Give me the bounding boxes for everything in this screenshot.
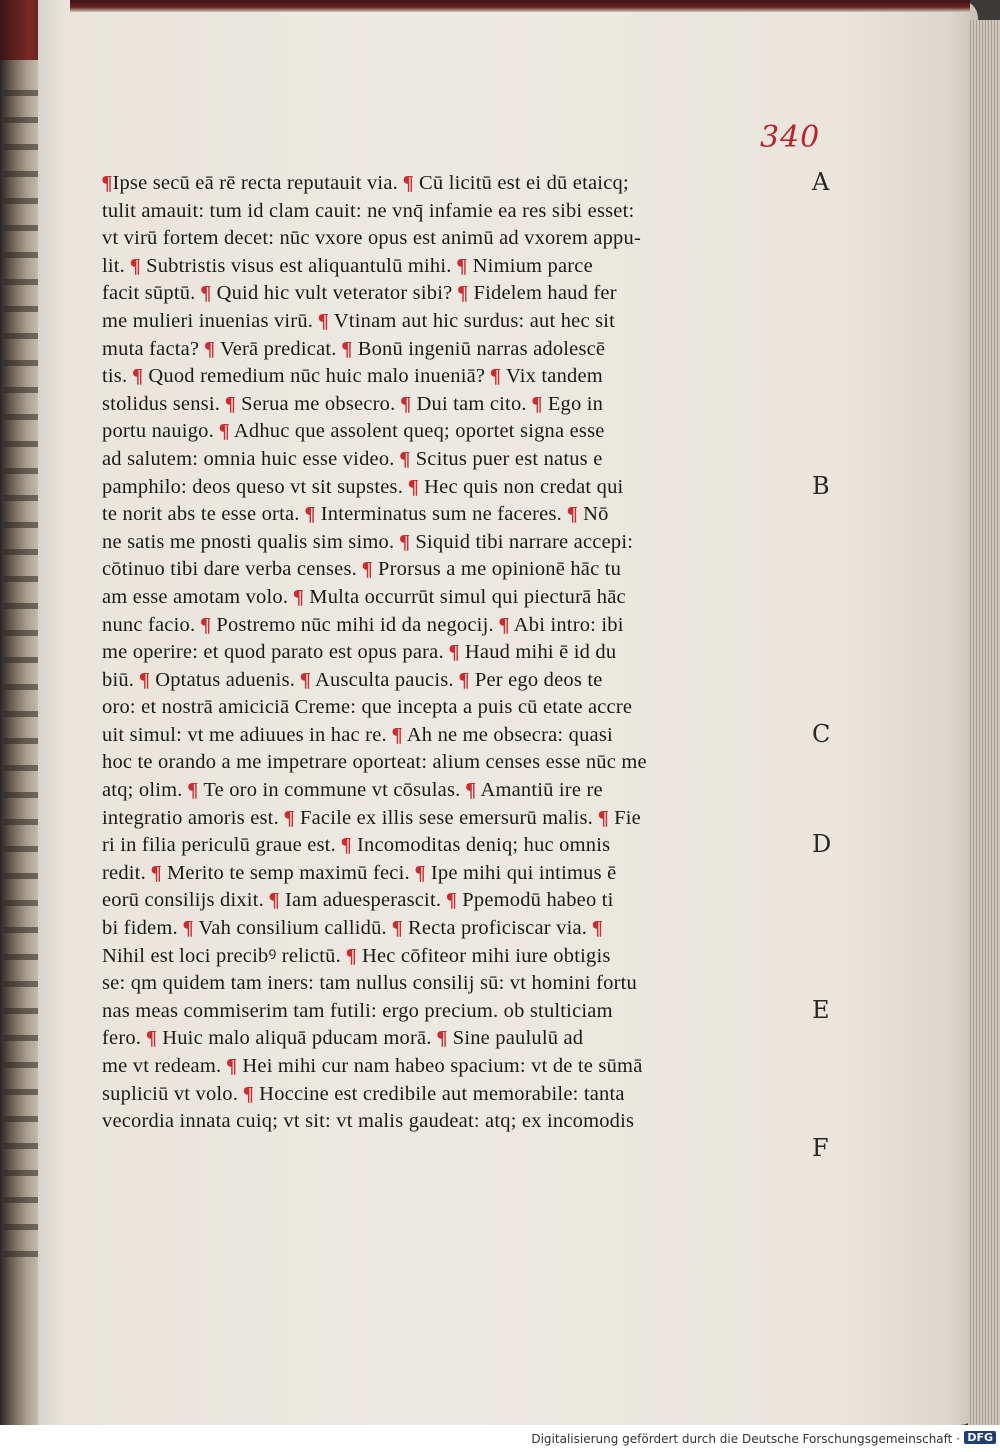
rubric-mark: ¶ (408, 475, 419, 498)
text-line: vecordia innata cuiq; vt sit: vt malis gaudeat: atq; ex incomodis (102, 1110, 635, 1133)
text-line: tis. ¶ Quod remedium nūc huic malo inueniā? ¶ Vix tandem (102, 365, 603, 388)
rubric-mark: ¶ (532, 392, 543, 415)
rubric-mark: ¶ (456, 254, 468, 277)
rubric-mark: ¶ (341, 337, 353, 360)
rubric-mark: ¶ (346, 944, 357, 967)
text-line: atq; olim. ¶ Te oro in commune vt cōsulas. ¶ Amantiū ire re (102, 779, 603, 802)
rubric-mark: ¶ (151, 861, 162, 884)
rubric-mark: ¶ (183, 917, 194, 940)
margin-letter: F (812, 1134, 829, 1162)
rubric-mark: ¶ (132, 365, 144, 388)
rubric-mark: ¶ (499, 613, 510, 636)
rubric-mark: ¶ (293, 585, 304, 608)
rubric-mark: ¶ (449, 641, 460, 664)
margin-letter: E (812, 996, 830, 1024)
text-line: biū. ¶ Optatus aduenis. ¶ Ausculta paucis. ¶ Per ego deos te (102, 668, 603, 691)
dfg-logo: DFG (964, 1431, 996, 1444)
text-line: pamphilo: deos queso vt sit supstes. ¶ Hec quis non credat qui (102, 475, 624, 498)
text-line: ne satis me pnosti qualis sim simo. ¶ Siquid tibi narrare accepi: (102, 530, 634, 553)
rubric-mark: ¶ (225, 392, 236, 415)
text-line: te norit abs te esse orta. ¶ Interminatus sum ne faceres. ¶ Nō (102, 503, 609, 526)
text-line: muta facta? ¶ Verā predicat. ¶ Bonū ingeniū narras adolescē (102, 337, 606, 360)
rubric-mark: ¶ (436, 1027, 448, 1050)
rubric-mark: ¶ (284, 806, 295, 829)
text-line: cōtinuo tibi dare verba censes. ¶ Prorsus a me opinionē hāc tu (102, 558, 622, 581)
text-line: facit sūptū. ¶ Quid hic vult veterator sibi? ¶ Fidelem haud fer (102, 282, 617, 305)
rubric-mark: ¶ (139, 668, 150, 691)
text-line: tulit amauit: tum id clam cauit: ne vnq̄ infamie ea res sibi esset: (102, 199, 635, 222)
text-line: redit. ¶ Merito te semp maximū feci. ¶ Ipe mihi qui intimus ē (102, 861, 617, 884)
rubric-mark: ¶ (102, 172, 113, 194)
rubric-mark: ¶ (187, 779, 199, 802)
rubric-mark: ¶ (465, 779, 477, 802)
rubric-mark: ¶ (392, 917, 403, 940)
text-line: vt virū fortem decet: nūc vxore opus est animū ad vxorem appu- (102, 227, 641, 250)
rubric-mark: ¶ (341, 834, 352, 857)
text-line: oro: et nostrā amiciciā Creme: que incepta a puis cū etate accre (102, 696, 633, 719)
text-line: ad salutem: omnia huic esse video. ¶ Scitus puer est natus e (102, 447, 603, 470)
text-block (102, 170, 792, 1136)
text-line: me mulieri inuenias virū. ¶ Vtinam aut hic surdus: aut hec sit (102, 309, 616, 332)
rubric-mark: ¶ (457, 282, 469, 305)
text-line: me vt redeam. ¶ Hei mihi cur nam habeo spacium: vt de te sūmā (102, 1055, 643, 1077)
text-line: Nihil est loci precibꝰ relictū. ¶ Hec cōfiteor mihi iure obtigis (102, 944, 611, 967)
rubric-mark: ¶ (399, 447, 411, 470)
margin-letter: D (812, 830, 832, 859)
rubric-mark: ¶ (399, 530, 411, 553)
footer-bar (0, 1425, 1000, 1452)
text-line: hoc te orando a me impetrare oporteat: alium censes esse nūc me (102, 751, 647, 774)
fore-edge (968, 20, 1000, 1425)
rubric-mark: ¶ (318, 309, 329, 332)
margin-letter: B (812, 471, 830, 500)
rubric-mark: ¶ (392, 723, 403, 746)
text-line: me operire: et quod parato est opus para. ¶ Haud mihi ē id du (102, 641, 617, 664)
text-line: ri in filia periculū graue est. ¶ Incomoditas deniq; huc omnis (102, 834, 611, 857)
margin-letter: A (812, 168, 830, 196)
margin-letter: C (812, 720, 831, 748)
rubric-mark: ¶ (592, 917, 603, 940)
text-line: uit simul: vt me adiuues in hac re. ¶ Ah ne me obsecra: quasi (102, 723, 613, 746)
text-line: bi fidem. ¶ Vah consilium callidū. ¶ Recta proficiscar via. ¶ (102, 917, 603, 940)
rubric-mark: ¶ (269, 889, 280, 912)
rubric-mark: ¶ (403, 172, 414, 194)
text-line: lit. ¶ Subtristis visus est aliquantulū mihi. ¶ Nimium parce (102, 254, 593, 277)
rubric-mark: ¶ (243, 1082, 254, 1105)
text-line: nas meas commiserim tam futili: ergo precium. ob stulticiam (102, 999, 613, 1022)
text-line: am esse amotam volo. ¶ Multa occurrūt simul qui piecturā hāc (102, 585, 626, 608)
text-line: portu nauigo. ¶ Adhuc que assolent queq; oportet signa esse (102, 420, 605, 443)
text-line: fero. ¶ Huic malo aliquā pducam morā. ¶ Sine paululū ad (102, 1027, 584, 1050)
rubric-mark: ¶ (446, 889, 457, 912)
footer-credit: Digitalisierung gefördert durch die Deutsche Forschungsgemeinschaft · (531, 1432, 960, 1446)
rubric-mark: ¶ (490, 365, 501, 388)
rubric-mark: ¶ (300, 668, 311, 691)
rubric-mark: ¶ (459, 668, 470, 691)
text-line: se: qm quidem tam iners: tam nullus consilij sū: vt homini fortu (102, 972, 637, 995)
text-line: integratio amoris est. ¶ Facile ex illis sese emersurū malis. ¶ Fie (102, 806, 641, 829)
rubric-mark: ¶ (204, 337, 216, 360)
rubric-mark: ¶ (226, 1055, 238, 1077)
rubric-mark: ¶ (200, 282, 212, 305)
text-line: stolidus sensi. ¶ Serua me obsecro. ¶ Dui tam cito. ¶ Ego in (102, 392, 604, 415)
top-binding-band (70, 0, 970, 12)
rubric-mark: ¶ (200, 613, 212, 636)
rubric-mark: ¶ (598, 806, 609, 829)
rubric-mark: ¶ (130, 254, 141, 277)
rubric-mark: ¶ (146, 1027, 157, 1050)
text-line: supliciū vt volo. ¶ Hoccine est credibile aut memorabile: tanta (102, 1082, 625, 1105)
rubric-mark: ¶ (362, 558, 373, 581)
text-line: ¶Ipse secū eā rē recta reputauit via. ¶ Cū licitū est ei dū etaicq; (102, 172, 629, 194)
rubric-mark: ¶ (415, 861, 426, 884)
rubric-mark: ¶ (400, 392, 412, 415)
rubric-mark: ¶ (567, 503, 578, 526)
folio-number: 340 (760, 120, 821, 155)
rubric-mark: ¶ (219, 420, 230, 443)
text-line: eorū consilijs dixit. ¶ Iam aduesperascit. ¶ Ppemodū habeo ti (102, 889, 614, 912)
text-line: nunc facio. ¶ Postremo nūc mihi id da negocij. ¶ Abi intro: ibi (102, 613, 624, 636)
rubric-mark: ¶ (304, 503, 316, 526)
